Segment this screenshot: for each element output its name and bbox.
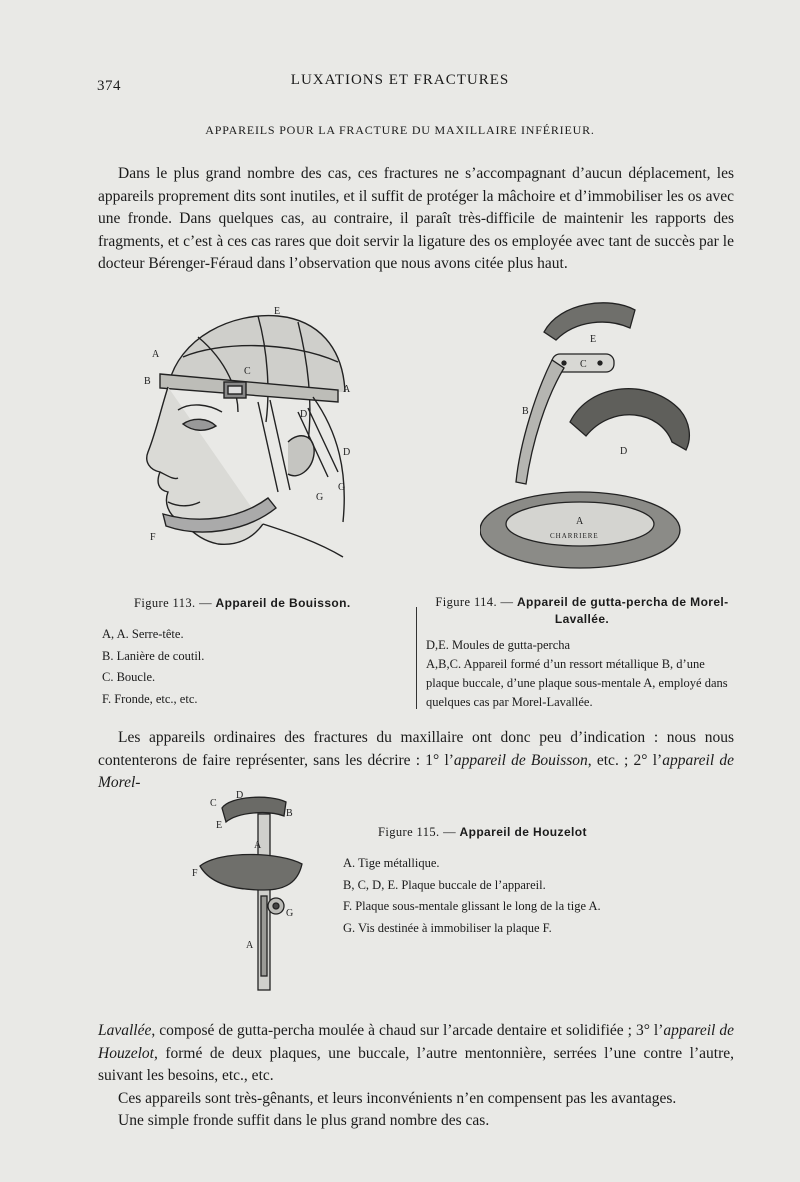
legend-item: F. Plaque sous-mentale glissant le long de la tige A. bbox=[343, 899, 601, 913]
legend-item: C. Boucle. bbox=[102, 670, 156, 684]
fig113-label-g2: G bbox=[316, 492, 324, 503]
legend-item: G. Vis destinée à immobiliser la plaque F. bbox=[343, 920, 552, 935]
fig114-label-b: B bbox=[522, 406, 529, 417]
middle-italic-1: appareil de Bouisson bbox=[453, 751, 588, 769]
legend-item: A. Tige métallique. bbox=[343, 856, 440, 870]
figure-114-caption-title: Appareil de gutta-percha de Morel-Lavallée. bbox=[516, 595, 729, 626]
legend-item: A, A. Serre-tête. bbox=[102, 627, 184, 641]
legend-item: B, C, D, E. Plaque buccale de l’appareil. bbox=[343, 877, 546, 892]
fig113-label-c: C bbox=[244, 366, 251, 377]
section-title: APPAREILS POUR LA FRACTURE DU MAXILLAIRE INFÉRIEUR. bbox=[205, 123, 595, 137]
middle-text-mid: , etc. ; 2° l’ bbox=[587, 751, 663, 769]
closing-italic-2: appareil de Houzelot bbox=[98, 1022, 734, 1062]
figure-114-caption-prefix: Figure 114. — bbox=[435, 595, 514, 609]
figure-113-caption-title: Appareil de Bouisson. bbox=[215, 596, 351, 610]
closing-italic-1: Lavallée bbox=[98, 1022, 152, 1039]
fig115-label-f: F bbox=[192, 868, 198, 879]
fig113-label-b: B bbox=[144, 376, 151, 387]
figure-114-legend bbox=[426, 636, 734, 712]
fig114-label-d: D bbox=[620, 446, 628, 457]
intro-paragraph bbox=[98, 163, 734, 276]
middle-text-start: Les appareils ordinaires des fractures du maxillaire ont donc peu d’indication : nous nous contenterons de faire représenter, sans les décrire : 1° l’ bbox=[98, 729, 734, 769]
legend-item: A,B,C. Appareil formé d’un ressort métallique B, d’une plaque buccale, d’une plaque sous-mentale A, employé dans quelques cas par Morel-Lavallée. bbox=[426, 657, 728, 709]
figure-115-caption-title: Appareil de Houzelot bbox=[459, 825, 587, 839]
fig115-label-b: B bbox=[286, 808, 293, 819]
fig115-label-c: C bbox=[210, 798, 217, 809]
fig113-label-a-left: A bbox=[152, 349, 160, 360]
column-divider bbox=[416, 607, 417, 709]
page-number: 374 bbox=[97, 78, 121, 94]
closing-text-1: , composé de gutta-percha moulée à chaud sur l’arcade dentaire et solidifiée ; 3° l’ bbox=[151, 1022, 664, 1039]
fig114-label-a: A bbox=[576, 516, 584, 527]
fig115-label-a-top: A bbox=[254, 840, 262, 851]
intro-paragraph-text: Dans le plus grand nombre des cas, ces fractures ne s’accompagnant d’aucun déplacement, les appareils proprement dits sont inutiles, et il suffit de protéger la mâchoire et d’immobiliser les os avec une fronde. Dans quelques cas, au contraire, il paraît très-difficile de maintenir les rapports des fragments, et c’est à ces cas rares que doit servir la ligature des os employée avec tant de succès par le docteur Bérenger-Féraud dans l’observation que nous avons citée plus haut. bbox=[98, 165, 734, 272]
closing-paragraph-3: Une simple fronde suffit dans le plus grand nombre des cas. bbox=[118, 1112, 490, 1129]
fig114-plate-text: CHARRIERE bbox=[550, 532, 599, 540]
middle-italic-2: appareil de Morel- bbox=[98, 751, 734, 791]
running-title: LUXATIONS ET FRACTURES bbox=[290, 72, 510, 88]
figure-114-illustration bbox=[480, 292, 736, 572]
fig113-label-d2: D bbox=[343, 447, 351, 458]
closing-paragraph-1 bbox=[98, 1020, 734, 1088]
fig114-label-c: C bbox=[580, 359, 587, 370]
legend-item: D,E. Moules de gutta-percha bbox=[426, 638, 571, 652]
figure-113-caption-prefix: Figure 113. — bbox=[134, 596, 212, 610]
figure-115-caption bbox=[378, 825, 587, 840]
figure-115-illustration bbox=[190, 786, 310, 998]
closing-paragraph-2: Ces appareils sont très-gênants, et leurs inconvénients n’en compensent pas les avantages. bbox=[118, 1089, 677, 1107]
fig113-label-a-right: A bbox=[343, 384, 351, 395]
figure-114-caption bbox=[432, 594, 732, 628]
legend-item: B. Lanière de coutil. bbox=[102, 648, 205, 663]
closing-text bbox=[98, 1020, 734, 1133]
figure-115-legend bbox=[343, 853, 601, 939]
fig113-label-e: E bbox=[274, 306, 281, 317]
figure-113-caption bbox=[134, 596, 351, 611]
fig113-label-f: F bbox=[150, 532, 156, 543]
middle-paragraph bbox=[98, 727, 734, 795]
fig115-label-g: G bbox=[286, 908, 294, 919]
figure-115-caption-prefix: Figure 115. — bbox=[378, 825, 456, 839]
closing-text-2: , formé de deux plaques, une buccale, l’autre mentonnière, serrées l’une contre l’autre, suivant les besoins, etc., etc. bbox=[98, 1044, 734, 1084]
legend-item: F. Fronde, etc., etc. bbox=[102, 691, 198, 706]
figure-113-legend bbox=[102, 624, 204, 710]
fig113-label-g: G bbox=[338, 482, 346, 493]
fig113-label-d: D bbox=[300, 409, 308, 420]
fig115-label-e: E bbox=[216, 820, 223, 831]
fig115-label-d: D bbox=[236, 790, 244, 801]
fig114-label-e: E bbox=[590, 334, 597, 345]
figure-113-illustration bbox=[138, 302, 378, 562]
fig115-label-a-bottom: A bbox=[246, 940, 254, 951]
